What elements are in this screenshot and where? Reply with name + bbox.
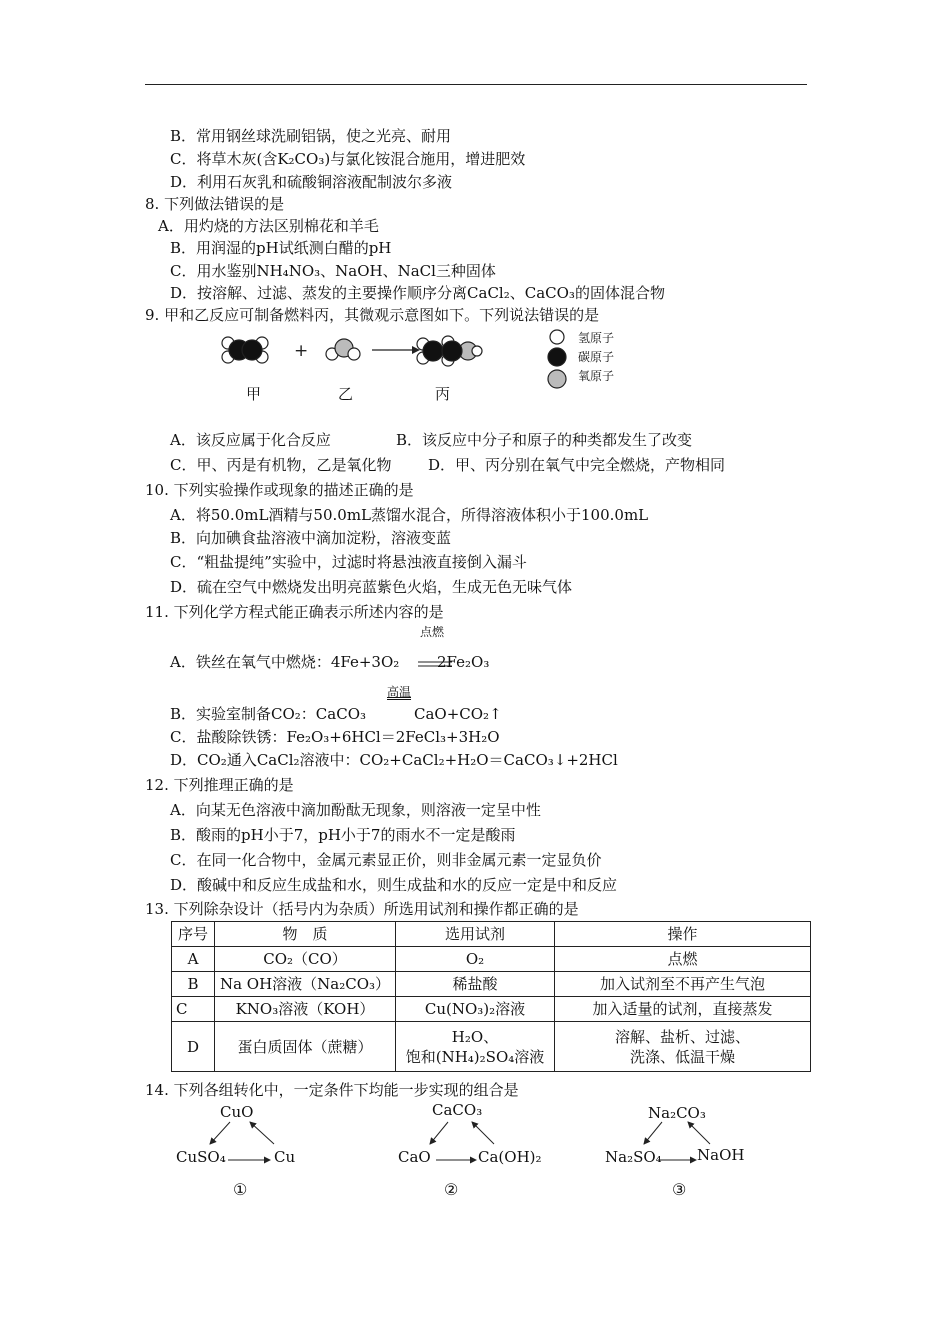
q13-table (171, 921, 811, 1072)
q8-option-d: D．按溶解、过滤、蒸发的主要操作顺序分离CaCl₂、CaCO₃的固体混合物 (170, 284, 665, 302)
g1-arrows (170, 1100, 310, 1170)
table-cell: 加入试剂至不再产生气泡 (555, 972, 811, 997)
g3-left: Na₂SO₄ (605, 1148, 662, 1166)
label-bing: 丙 (435, 385, 451, 403)
q12-stem: 12. 下列推理正确的是 (145, 776, 294, 794)
q9-option-b: B．该反应中分子和原子的种类都发生了改变 (396, 431, 693, 449)
table-row (172, 972, 811, 997)
q11-condition-ignite: 点燃 (420, 625, 445, 639)
q11-option-b-product: CaO+CO₂↑ (414, 705, 502, 723)
cell-line: 溶解、盐析、过滤、 (614, 1027, 750, 1046)
svg-text:+: + (294, 341, 309, 361)
q11-stem: 11. 下列化学方程式能正确表示所述内容的是 (145, 603, 444, 621)
table-cell: 稀盐酸 (396, 972, 555, 997)
q12-option-b: B．酸雨的pH小于7，pH小于7的雨水不一定是酸雨 (170, 826, 516, 844)
table-cell: KNO₃溶液（KOH） (215, 997, 396, 1022)
atom-legend (545, 328, 569, 392)
cell-line: 洗涤、低温干燥 (629, 1047, 735, 1066)
g2-top: CaCO₃ (432, 1101, 483, 1119)
table-cell: 蛋白质固体（蔗糖） (215, 1022, 396, 1072)
q11-option-d: D．CO₂通入CaCl₂溶液中：CO₂+CaCl₂+H₂O＝CaCO₃↓+2HCl (170, 751, 618, 769)
table-cell: 加入适量的试剂，直接蒸发 (555, 997, 811, 1022)
label-jia: 甲 (246, 385, 262, 403)
q7-option-b: B．常用钢丝球洗刷铝锅，使之光亮、耐用 (170, 127, 452, 145)
q11-option-a-product: 2Fe₂O₃ (437, 653, 490, 671)
table-cell: Na OH溶液（Na₂CO₃） (215, 972, 396, 997)
table-cell: O₂ (396, 947, 555, 972)
table-cell: D (172, 1022, 215, 1072)
q7-option-c: C．将草木灰(含K₂CO₃)与氯化铵混合施用，增进肥效 (170, 150, 526, 168)
q9-stem: 9. 甲和乙反应可制备燃料丙，其微观示意图如下。下列说法错误的是 (145, 306, 600, 324)
table-header-row (172, 922, 811, 947)
q11-condition-heat: 高温 (387, 685, 412, 699)
legend-oxygen: 氧原子 (578, 369, 615, 383)
g2-number: ② (444, 1180, 459, 1199)
table-row (172, 947, 811, 972)
table-cell: Cu(NO₃)₂溶液 (396, 997, 555, 1022)
header-rule (145, 84, 807, 85)
q10-option-a: A．将50.0mL酒精与50.0mL蒸馏水混合，所得溶液体积小于100.0mL (170, 506, 649, 524)
molecule-diagram (220, 330, 460, 378)
table-cell: A (172, 947, 215, 972)
table-header-cell: 物 质 (215, 922, 396, 947)
molecule-jia (222, 337, 268, 363)
table-cell: C (172, 997, 215, 1022)
g1-left: CuSO₄ (176, 1148, 226, 1166)
q9-option-d: D．甲、丙分别在氧气中完全燃烧，产物相同 (428, 456, 726, 474)
q10-stem: 10. 下列实验操作或现象的描述正确的是 (145, 481, 414, 499)
g1-number: ① (233, 1180, 248, 1199)
q9-option-a: A．该反应属于化合反应 (170, 431, 331, 449)
q12-option-d: D．酸碱中和反应生成盐和水，则生成盐和水的反应一定是中和反应 (170, 876, 618, 894)
g2-arrows (390, 1100, 550, 1170)
q11-option-b: B．实验室制备CO₂：CaCO₃ (170, 705, 367, 723)
table-cell: B (172, 972, 215, 997)
q10-option-b: B．向加碘食盐溶液中滴加淀粉，溶液变蓝 (170, 529, 452, 547)
q7-option-d: D．利用石灰乳和硫酸铜溶液配制波尔多液 (170, 173, 453, 191)
q12-option-a: A．向某无色溶液中滴加酚酞无现象，则溶液一定呈中性 (170, 801, 541, 819)
g1-top: CuO (220, 1103, 254, 1121)
legend-carbon: 碳原子 (578, 350, 615, 364)
q14-stem: 14. 下列各组转化中，一定条件下均能一步实现的组合是 (145, 1081, 519, 1099)
q8-option-a: A．用灼烧的方法区别棉花和羊毛 (158, 217, 379, 235)
cell-line: H₂O、 (451, 1027, 499, 1046)
table-cell: 点燃 (555, 947, 811, 972)
g1-right: Cu (274, 1148, 296, 1166)
table-header-cell: 选用试剂 (396, 922, 555, 947)
table-row (172, 1022, 811, 1072)
g2-left: CaO (398, 1148, 431, 1166)
table-header-cell: 序号 (172, 922, 215, 947)
table-cell (555, 1022, 811, 1072)
q11-option-a: A．铁丝在氧气中燃烧：4Fe+3O₂ (170, 653, 400, 671)
molecule-yi (326, 339, 360, 360)
legend-hydrogen: 氢原子 (578, 331, 615, 345)
g3-top: Na₂CO₃ (648, 1104, 706, 1122)
g3-right: NaOH (697, 1146, 745, 1164)
q13-stem: 13. 下列除杂设计（括号内为杂质）所选用试剂和操作都正确的是 (145, 900, 579, 918)
table-row (172, 997, 811, 1022)
table-header-cell: 操作 (555, 922, 811, 947)
table-cell: CO₂（CO） (215, 947, 396, 972)
table-cell (396, 1022, 555, 1072)
g2-right: Ca(OH)₂ (478, 1148, 542, 1166)
molecule-bing (417, 336, 482, 366)
q8-option-b: B．用润湿的pH试纸测白醋的pH (170, 239, 392, 257)
label-yi: 乙 (338, 385, 354, 403)
q10-option-d: D．硫在空气中燃烧发出明亮蓝紫色火焰，生成无色无味气体 (170, 578, 573, 596)
g3-number: ③ (672, 1180, 687, 1199)
g3-arrows (600, 1100, 750, 1170)
cell-line: 饱和(NH₄)₂SO₄溶液 (405, 1047, 545, 1066)
q11-option-c: C．盐酸除铁锈：Fe₂O₃+6HCl＝2FeCl₃+3H₂O (170, 728, 500, 746)
q8-stem: 8. 下列做法错误的是 (145, 195, 285, 213)
q9-option-c: C．甲、丙是有机物，乙是氧化物 (170, 456, 392, 474)
q12-option-c: C．在同一化合物中，金属元素显正价，则非金属元素一定显负价 (170, 851, 602, 869)
q10-option-c: C．“粗盐提纯”实验中，过滤时将悬浊液直接倒入漏斗 (170, 553, 527, 571)
q8-option-c: C．用水鉴别NH₄NO₃、NaOH、NaCl三种固体 (170, 262, 496, 280)
